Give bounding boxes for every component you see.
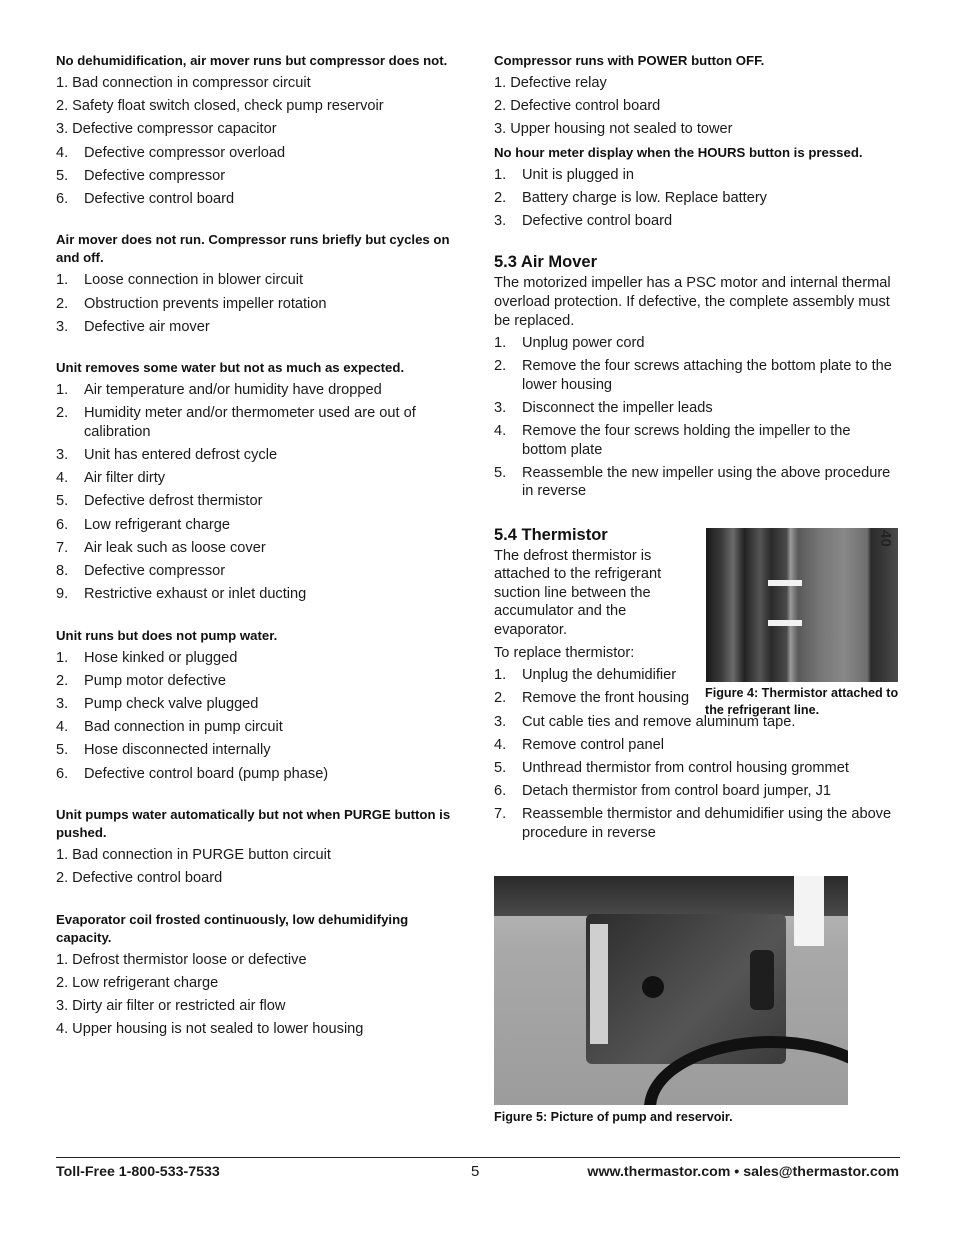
list-item: 1. Defective relay — [494, 75, 607, 91]
section-heading: Air mover does not run. Compressor runs briefly but cycles on and off. — [56, 232, 450, 266]
list-item — [56, 190, 456, 208]
bracket — [590, 924, 608, 1044]
item-text: Low refrigerant charge — [84, 516, 231, 533]
list-item — [494, 736, 899, 754]
section-heading: Unit pumps water automatically but not when PURGE button is pushed. — [56, 807, 451, 841]
list-item — [56, 765, 456, 783]
list-item — [494, 399, 899, 417]
list-item — [56, 846, 456, 864]
air-mover-section — [494, 252, 899, 500]
list-item — [56, 97, 456, 115]
item-text: Low refrigerant charge — [72, 974, 219, 991]
list-item — [56, 649, 456, 667]
list-item — [494, 212, 899, 230]
item-text: Pump motor defective — [84, 672, 226, 689]
cable-tie — [768, 620, 802, 626]
figure-4-caption: Figure 4: Thermistor attached to the refrigerant line. — [705, 686, 899, 717]
item-number: 2. — [494, 690, 507, 707]
list-item — [494, 357, 899, 394]
list-item — [56, 74, 456, 92]
item-number: 6. — [56, 765, 69, 782]
item-number: 2. — [56, 672, 69, 689]
list-item — [56, 381, 456, 399]
item-number: 2. — [56, 405, 69, 422]
section-heading: Compressor runs with POWER button OFF. — [494, 53, 765, 68]
list-item — [56, 562, 456, 580]
list-item — [56, 718, 456, 736]
footer-contact: www.thermastor.com • sales@thermastor.com — [587, 1164, 899, 1180]
hours-list — [494, 166, 899, 231]
photo-mark: 40 — [877, 530, 895, 547]
item-text: Loose connection in blower circuit — [84, 272, 304, 289]
list-item — [56, 446, 456, 464]
item-number: 1. — [494, 335, 507, 352]
item-text: Unit is plugged in — [522, 166, 634, 183]
item-text: Defective control board — [84, 191, 235, 208]
item-text: Remove the front housing — [522, 690, 690, 707]
slot — [794, 876, 824, 946]
list-item — [494, 422, 899, 459]
section-heading: Evaporator coil frosted continuously, low dehumidifying capacity. — [56, 911, 409, 945]
footer-rule — [56, 1157, 900, 1158]
page-number: 5 — [471, 1163, 480, 1180]
figure-5-caption: Figure 5: Picture of pump and reservoir. — [494, 1110, 733, 1124]
troubleshooting-section — [56, 52, 456, 208]
item-number: 2. — [56, 98, 69, 115]
hours-section — [494, 144, 899, 231]
list-item — [56, 741, 456, 759]
list-item — [56, 404, 456, 441]
list-item — [56, 318, 456, 336]
list-item — [56, 997, 456, 1015]
troubleshooting-section — [56, 359, 456, 603]
item-text: Bad connection in PURGE button circuit — [72, 847, 331, 864]
item-text: Defective control board — [522, 213, 673, 230]
section-heading: Unit runs but does not pump water. — [56, 627, 278, 643]
item-text: Defective compressor — [84, 167, 226, 184]
item-number: 4. — [56, 144, 69, 161]
item-number: 1. — [56, 75, 69, 91]
list-item: 3. Upper housing not sealed to tower — [494, 121, 733, 138]
item-number: 3. — [56, 121, 69, 138]
list-item — [494, 189, 899, 207]
item-number: 5. — [494, 760, 507, 777]
item-text: Air leak such as loose cover — [84, 539, 266, 556]
item-number: 3. — [494, 713, 507, 730]
item-text: Remove the four screws holding the impeller to the bottom plate — [522, 423, 851, 458]
right-column — [494, 52, 899, 847]
item-number: 8. — [56, 563, 69, 580]
item-number: 5. — [56, 742, 69, 759]
item-text: Bad connection in pump circuit — [84, 719, 283, 736]
item-text: Restrictive exhaust or inlet ducting — [84, 586, 307, 603]
item-text: Unit has entered defrost cycle — [84, 447, 278, 464]
list-item — [56, 469, 456, 487]
item-number: 4. — [56, 719, 69, 736]
troubleshooting-section — [56, 911, 456, 1039]
item-text: Dirty air filter or restricted air flow — [72, 998, 286, 1015]
item-number: 1. — [56, 649, 69, 666]
item-number: 1. — [494, 166, 507, 183]
item-text: Defective compressor — [84, 563, 226, 580]
item-number: 1. — [56, 847, 69, 864]
cause-list — [56, 649, 456, 783]
item-text: Bad connection in compressor circuit — [72, 75, 311, 91]
item-text: Defective compressor capacitor — [72, 121, 277, 138]
list-item — [56, 492, 456, 510]
list-item — [56, 539, 456, 557]
item-text: Remove control panel — [522, 736, 664, 753]
list-item — [494, 464, 899, 501]
left-column — [56, 52, 456, 1057]
item-number: 6. — [56, 516, 69, 533]
cause-list — [56, 381, 456, 603]
item-number: 3. — [56, 998, 69, 1015]
list-item — [494, 166, 899, 184]
item-text: Upper housing is not sealed to lower housing — [72, 1021, 364, 1038]
section-paragraph: The motorized impeller has a PSC motor and internal thermal overload protection. If defective, the complete assembly must be replaced. — [494, 275, 891, 329]
item-text: Defective defrost thermistor — [84, 493, 263, 510]
item-number: 7. — [56, 539, 69, 556]
list-item — [56, 869, 456, 887]
item-text: Reassemble thermistor and dehumidifier using the above procedure in reverse — [522, 806, 892, 841]
list-item: 2. Defective control board — [494, 98, 661, 115]
item-text: Hose disconnected internally — [84, 742, 271, 759]
item-number: 4. — [56, 470, 69, 487]
section-heading: No hour meter display when the HOURS button is pressed. — [494, 144, 863, 160]
item-number: 1. — [56, 951, 69, 968]
item-text: Air temperature and/or humidity have dropped — [84, 382, 382, 399]
item-number: 2. — [494, 358, 507, 375]
list-item — [494, 805, 899, 842]
list-item — [56, 295, 456, 313]
list-item — [56, 516, 456, 534]
item-text: Disconnect the impeller leads — [522, 400, 713, 417]
item-text: Remove the four screws attaching the bottom plate to the lower housing — [522, 358, 892, 393]
item-number: 9. — [56, 586, 69, 603]
item-text: Defective air mover — [84, 318, 210, 335]
item-text: Obstruction prevents impeller rotation — [84, 295, 327, 312]
item-text: Detach thermistor from control board jumper, J1 — [522, 783, 832, 800]
list-item — [56, 271, 456, 289]
item-text: Defective control board — [72, 870, 223, 887]
item-number: 4. — [494, 423, 507, 440]
cause-list — [56, 846, 456, 888]
item-text: Unthread thermistor from control housing grommet — [522, 760, 849, 777]
thermistor-photo — [706, 528, 898, 682]
list-item — [494, 782, 899, 800]
list-item — [56, 120, 456, 138]
item-number: 3. — [56, 447, 69, 464]
list-item — [56, 974, 456, 992]
item-number: 2. — [494, 189, 507, 206]
item-number: 5. — [494, 464, 507, 481]
item-text: Defective compressor overload — [84, 144, 286, 161]
item-number: 1. — [56, 272, 69, 289]
item-text: Defrost thermistor loose or defective — [72, 951, 307, 968]
cause-list — [56, 951, 456, 1039]
section-paragraph: The defrost thermistor is attached to the refrigerant suction line between the accumulator and the evaporator. — [494, 547, 662, 639]
cable-tie — [768, 580, 802, 586]
item-text: Unplug power cord — [522, 335, 645, 352]
troubleshooting-section — [56, 806, 456, 888]
pump-photo — [494, 876, 848, 1105]
replace-label: To replace thermistor: — [494, 644, 635, 661]
item-number: 1. — [56, 382, 69, 399]
item-text: Battery charge is low. Replace battery — [522, 189, 767, 206]
item-text: Reassemble the new impeller using the above procedure in reverse — [522, 464, 891, 500]
list-item — [56, 951, 456, 969]
item-number: 3. — [56, 696, 69, 713]
footer-phone: Toll-Free 1-800-533-7533 — [56, 1164, 220, 1180]
cause-list — [56, 271, 456, 336]
section-title: 5.3 Air Mover — [494, 253, 598, 272]
item-number: 7. — [494, 806, 507, 823]
list-item — [56, 167, 456, 185]
power-off-section — [494, 52, 899, 139]
list-item — [56, 695, 456, 713]
section-heading: Unit removes some water but not as much as expected. — [56, 360, 405, 376]
item-number: 6. — [56, 191, 69, 208]
item-text: Defective control board (pump phase) — [84, 765, 329, 782]
item-text: Air filter dirty — [84, 470, 166, 487]
item-number: 5. — [56, 493, 69, 510]
list-item — [56, 144, 456, 162]
item-number: 3. — [56, 318, 69, 335]
item-number: 4. — [494, 736, 507, 753]
item-number: 2. — [56, 295, 69, 312]
troubleshooting-section — [56, 627, 456, 783]
list-item — [56, 672, 456, 690]
item-number: 6. — [494, 783, 507, 800]
item-text: Unplug the dehumidifier — [522, 667, 677, 684]
item-text: Pump check valve plugged — [84, 696, 259, 713]
pump-knob — [642, 976, 664, 998]
section-title: 5.4 Thermistor — [494, 525, 608, 544]
item-number: 1. — [494, 667, 507, 684]
air-mover-steps — [494, 334, 899, 500]
item-number: 3. — [494, 400, 507, 417]
power-list — [494, 74, 899, 139]
troubleshooting-section — [56, 231, 456, 336]
item-text: Cut cable ties and remove aluminum tape. — [522, 713, 796, 730]
list-item — [56, 1020, 456, 1038]
list-item — [494, 759, 899, 777]
cause-list — [56, 74, 456, 208]
list-item — [56, 585, 456, 603]
item-number: 2. — [56, 870, 69, 887]
item-number: 3. — [494, 213, 507, 230]
item-text: Safety float switch closed, check pump reservoir — [72, 98, 384, 115]
pump-nozzle — [750, 950, 774, 1010]
section-heading: No dehumidification, air mover runs but compressor does not. — [56, 53, 448, 68]
item-text: Humidity meter and/or thermometer used are out of calibration — [84, 405, 416, 440]
item-number: 5. — [56, 167, 69, 184]
item-number: 2. — [56, 974, 69, 991]
list-item — [494, 334, 899, 352]
item-number: 4. — [56, 1021, 69, 1038]
item-text: Hose kinked or plugged — [84, 649, 238, 666]
